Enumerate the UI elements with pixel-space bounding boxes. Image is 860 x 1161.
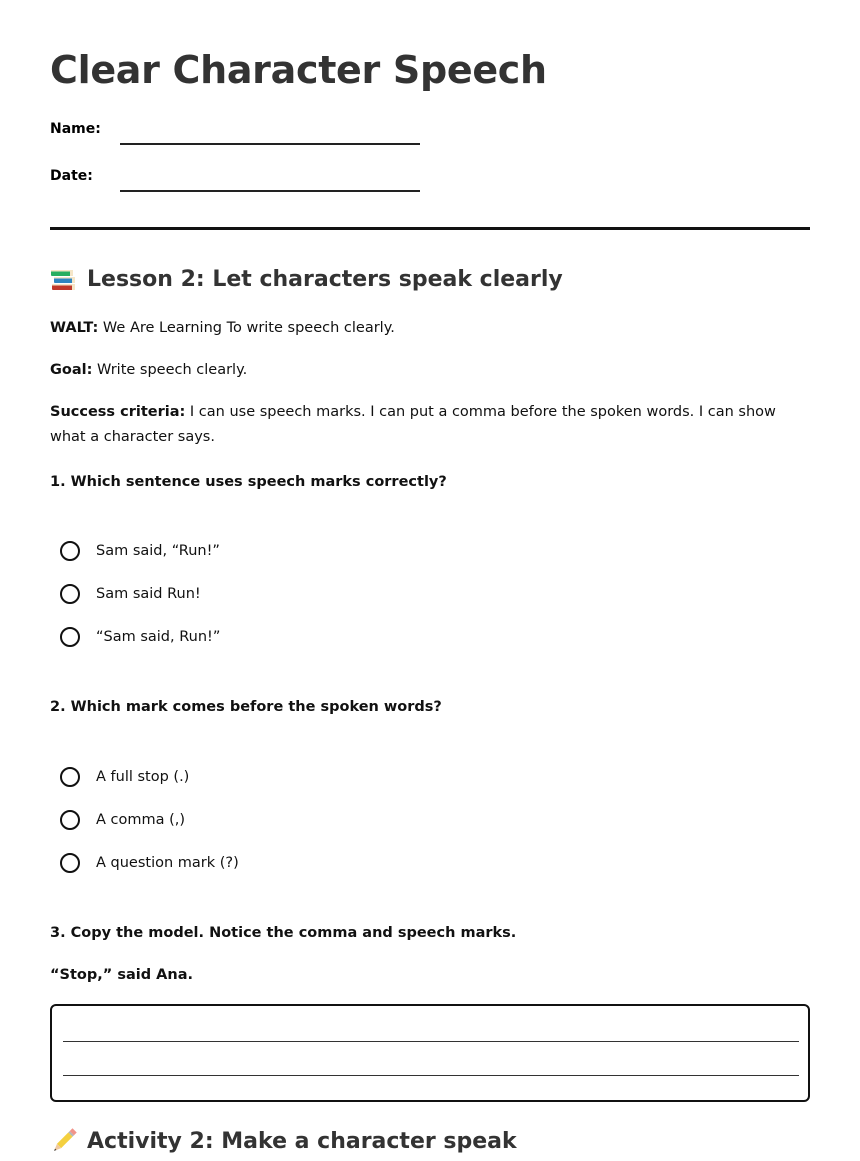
option-label: A question mark (?) <box>96 855 239 871</box>
radio-button[interactable] <box>60 810 80 830</box>
option-label: “Sam said, Run!” <box>96 629 221 645</box>
question-1: 1. Which sentence uses speech marks correctly? <box>50 474 447 490</box>
radio-button[interactable] <box>60 627 80 647</box>
date-input-line[interactable] <box>120 190 420 192</box>
name-input-line[interactable] <box>120 143 420 145</box>
goal-paragraph <box>50 358 810 383</box>
radio-button[interactable] <box>60 853 80 873</box>
option-label: Sam said, “Run!” <box>96 543 220 559</box>
question-2: 2. Which mark comes before the spoken words? <box>50 699 442 715</box>
header-divider <box>50 227 810 230</box>
name-field-row <box>50 121 470 151</box>
option-label: A comma (,) <box>96 812 186 828</box>
radio-button[interactable] <box>60 584 80 604</box>
success-criteria-paragraph <box>50 400 810 450</box>
walt-paragraph <box>50 316 810 341</box>
radio-button[interactable] <box>60 767 80 787</box>
option-label: Sam said Run! <box>96 586 201 602</box>
question-1-option-1[interactable] <box>60 538 220 564</box>
option-label: A full stop (.) <box>96 769 190 785</box>
date-label: Date: <box>50 168 93 184</box>
question-3: 3. Copy the model. Notice the comma and speech marks. <box>50 925 517 941</box>
answer-writing-box[interactable] <box>50 1004 810 1102</box>
question-2-option-2[interactable] <box>60 807 185 833</box>
question-1-option-3[interactable] <box>60 624 220 650</box>
writing-line[interactable] <box>63 1041 799 1042</box>
walt-label: WALT: <box>50 320 99 336</box>
writing-line[interactable] <box>63 1075 799 1076</box>
activity-heading <box>50 1128 517 1154</box>
activity-heading-text: Activity 2: Make a character speak <box>87 1128 517 1154</box>
question-2-option-3[interactable] <box>60 850 239 876</box>
lesson-heading <box>50 266 563 292</box>
model-sentence: “Stop,” said Ana. <box>50 967 193 983</box>
success-criteria-text: I can use speech marks. I can put a comma before the spoken words. I can show what a character says. <box>50 404 776 445</box>
question-2-option-1[interactable] <box>60 764 189 790</box>
success-criteria-label: Success criteria: <box>50 404 186 420</box>
question-1-option-2[interactable] <box>60 581 201 607</box>
name-label: Name: <box>50 121 101 137</box>
date-field-row <box>50 168 470 198</box>
books-icon <box>50 266 78 292</box>
goal-label: Goal: <box>50 362 93 378</box>
walt-text: We Are Learning To write speech clearly. <box>98 320 395 336</box>
lesson-heading-text: Lesson 2: Let characters speak clearly <box>87 266 563 292</box>
radio-button[interactable] <box>60 541 80 561</box>
page-title: Clear Character Speech <box>50 48 547 92</box>
pencil-icon <box>50 1128 78 1154</box>
goal-text: Write speech clearly. <box>92 362 248 378</box>
